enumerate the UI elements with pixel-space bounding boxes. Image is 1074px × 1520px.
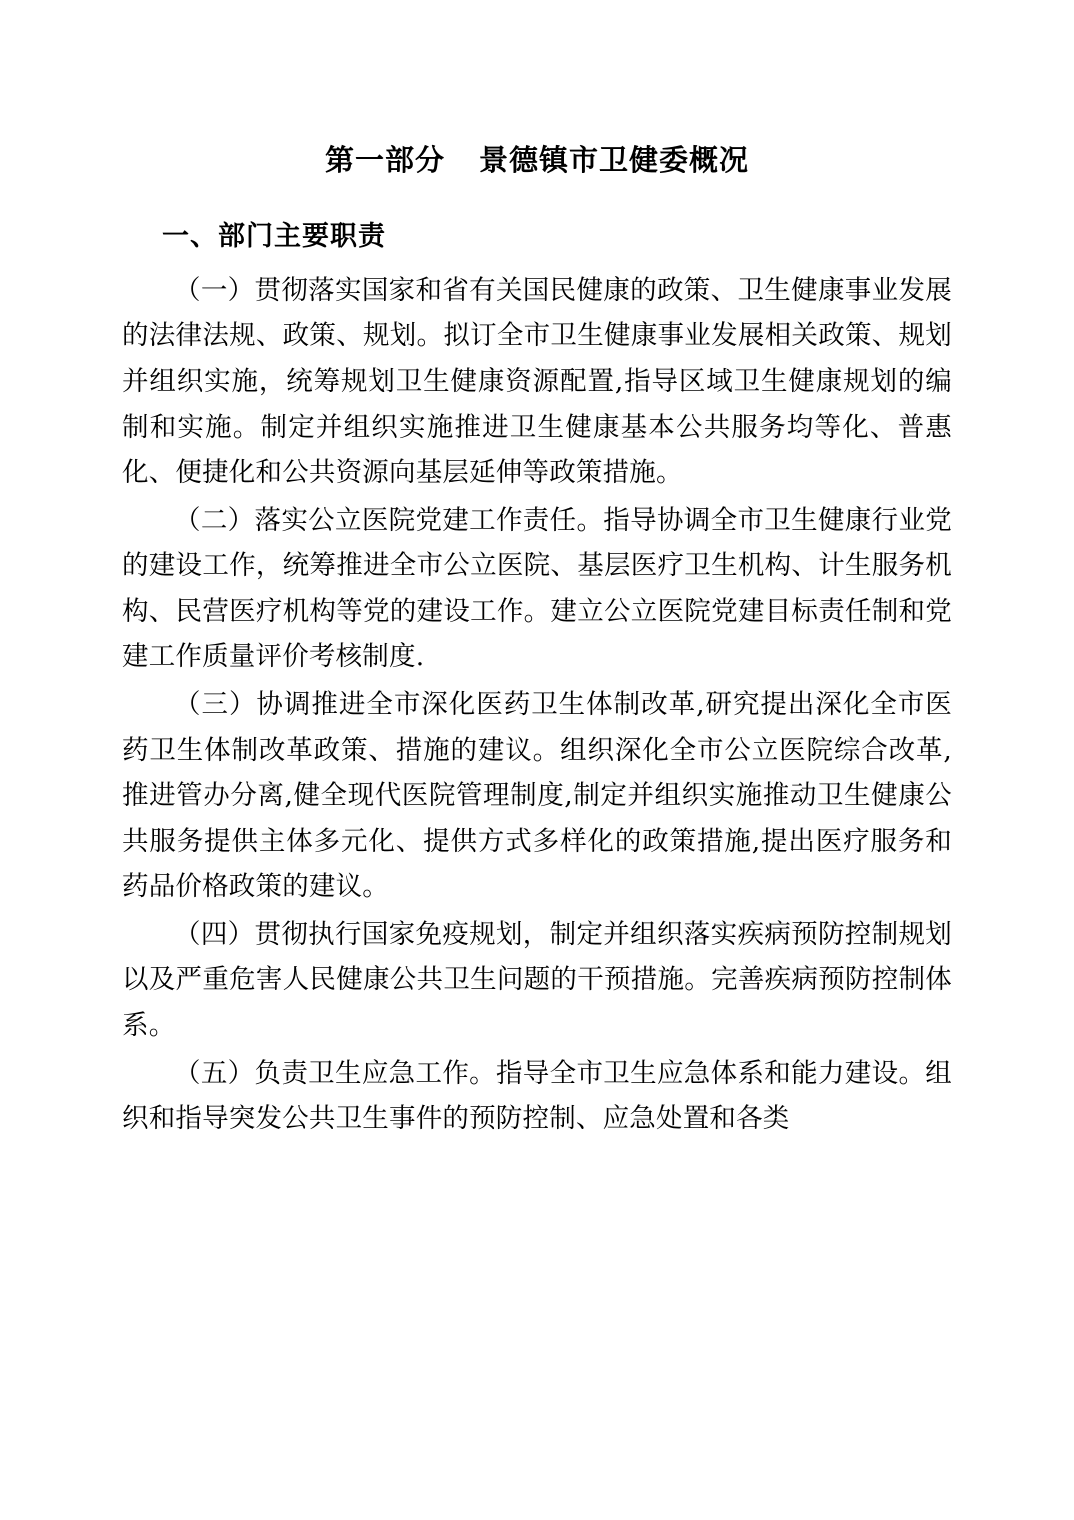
page-title-part: 第一部分 [324, 143, 445, 177]
page-title-main: 景德镇市卫健委概况 [479, 143, 750, 177]
paragraph-1: （一）贯彻落实国家和省有关国民健康的政策、卫生健康事业发展的法律法规、政策、规划。拟订全市卫生健康事业发展相关政策、规划并组织实施，统筹规划卫生健康资源配置,指导区域卫生健康规划的编制和实施。制定并组织实施推进卫生健康基本公共服务均等化、普惠化、便捷化和公共资源向基层延伸等政策措施。 [122, 274, 952, 489]
paragraph-5: （五）负责卫生应急工作。指导全市卫生应急体系和能力建设。组织和指导突发公共卫生事件的预防控制、应急处置和各类 [122, 1057, 952, 1135]
page-title [122, 140, 952, 181]
section-heading-duties: 一、部门主要职责 [162, 220, 386, 252]
paragraph-3: （三）协调推进全市深化医药卫生体制改革,研究提出深化全市医药卫生体制改革政策、措施的建议。组织深化全市公立医院综合改革,推进管办分离,健全现代医院管理制度,制定并组织实施推动卫生健康公共服务提供主体多元化、提供方式多样化的政策措施,提出医疗服务和药品价格政策的建议。 [122, 688, 952, 903]
paragraph-2: （二）落实公立医院党建工作责任。指导协调全市卫生健康行业党的建设工作，统筹推进全市公立医院、基层医疗卫生机构、计生服务机构、民营医疗机构等党的建设工作。建立公立医院党建目标责任制和党建工作质量评价考核制度. [122, 504, 952, 673]
paragraph-4: （四）贯彻执行国家免疫规划，制定并组织落实疾病预防控制规划以及严重危害人民健康公共卫生问题的干预措施。完善疾病预防控制体系。 [122, 918, 952, 1042]
